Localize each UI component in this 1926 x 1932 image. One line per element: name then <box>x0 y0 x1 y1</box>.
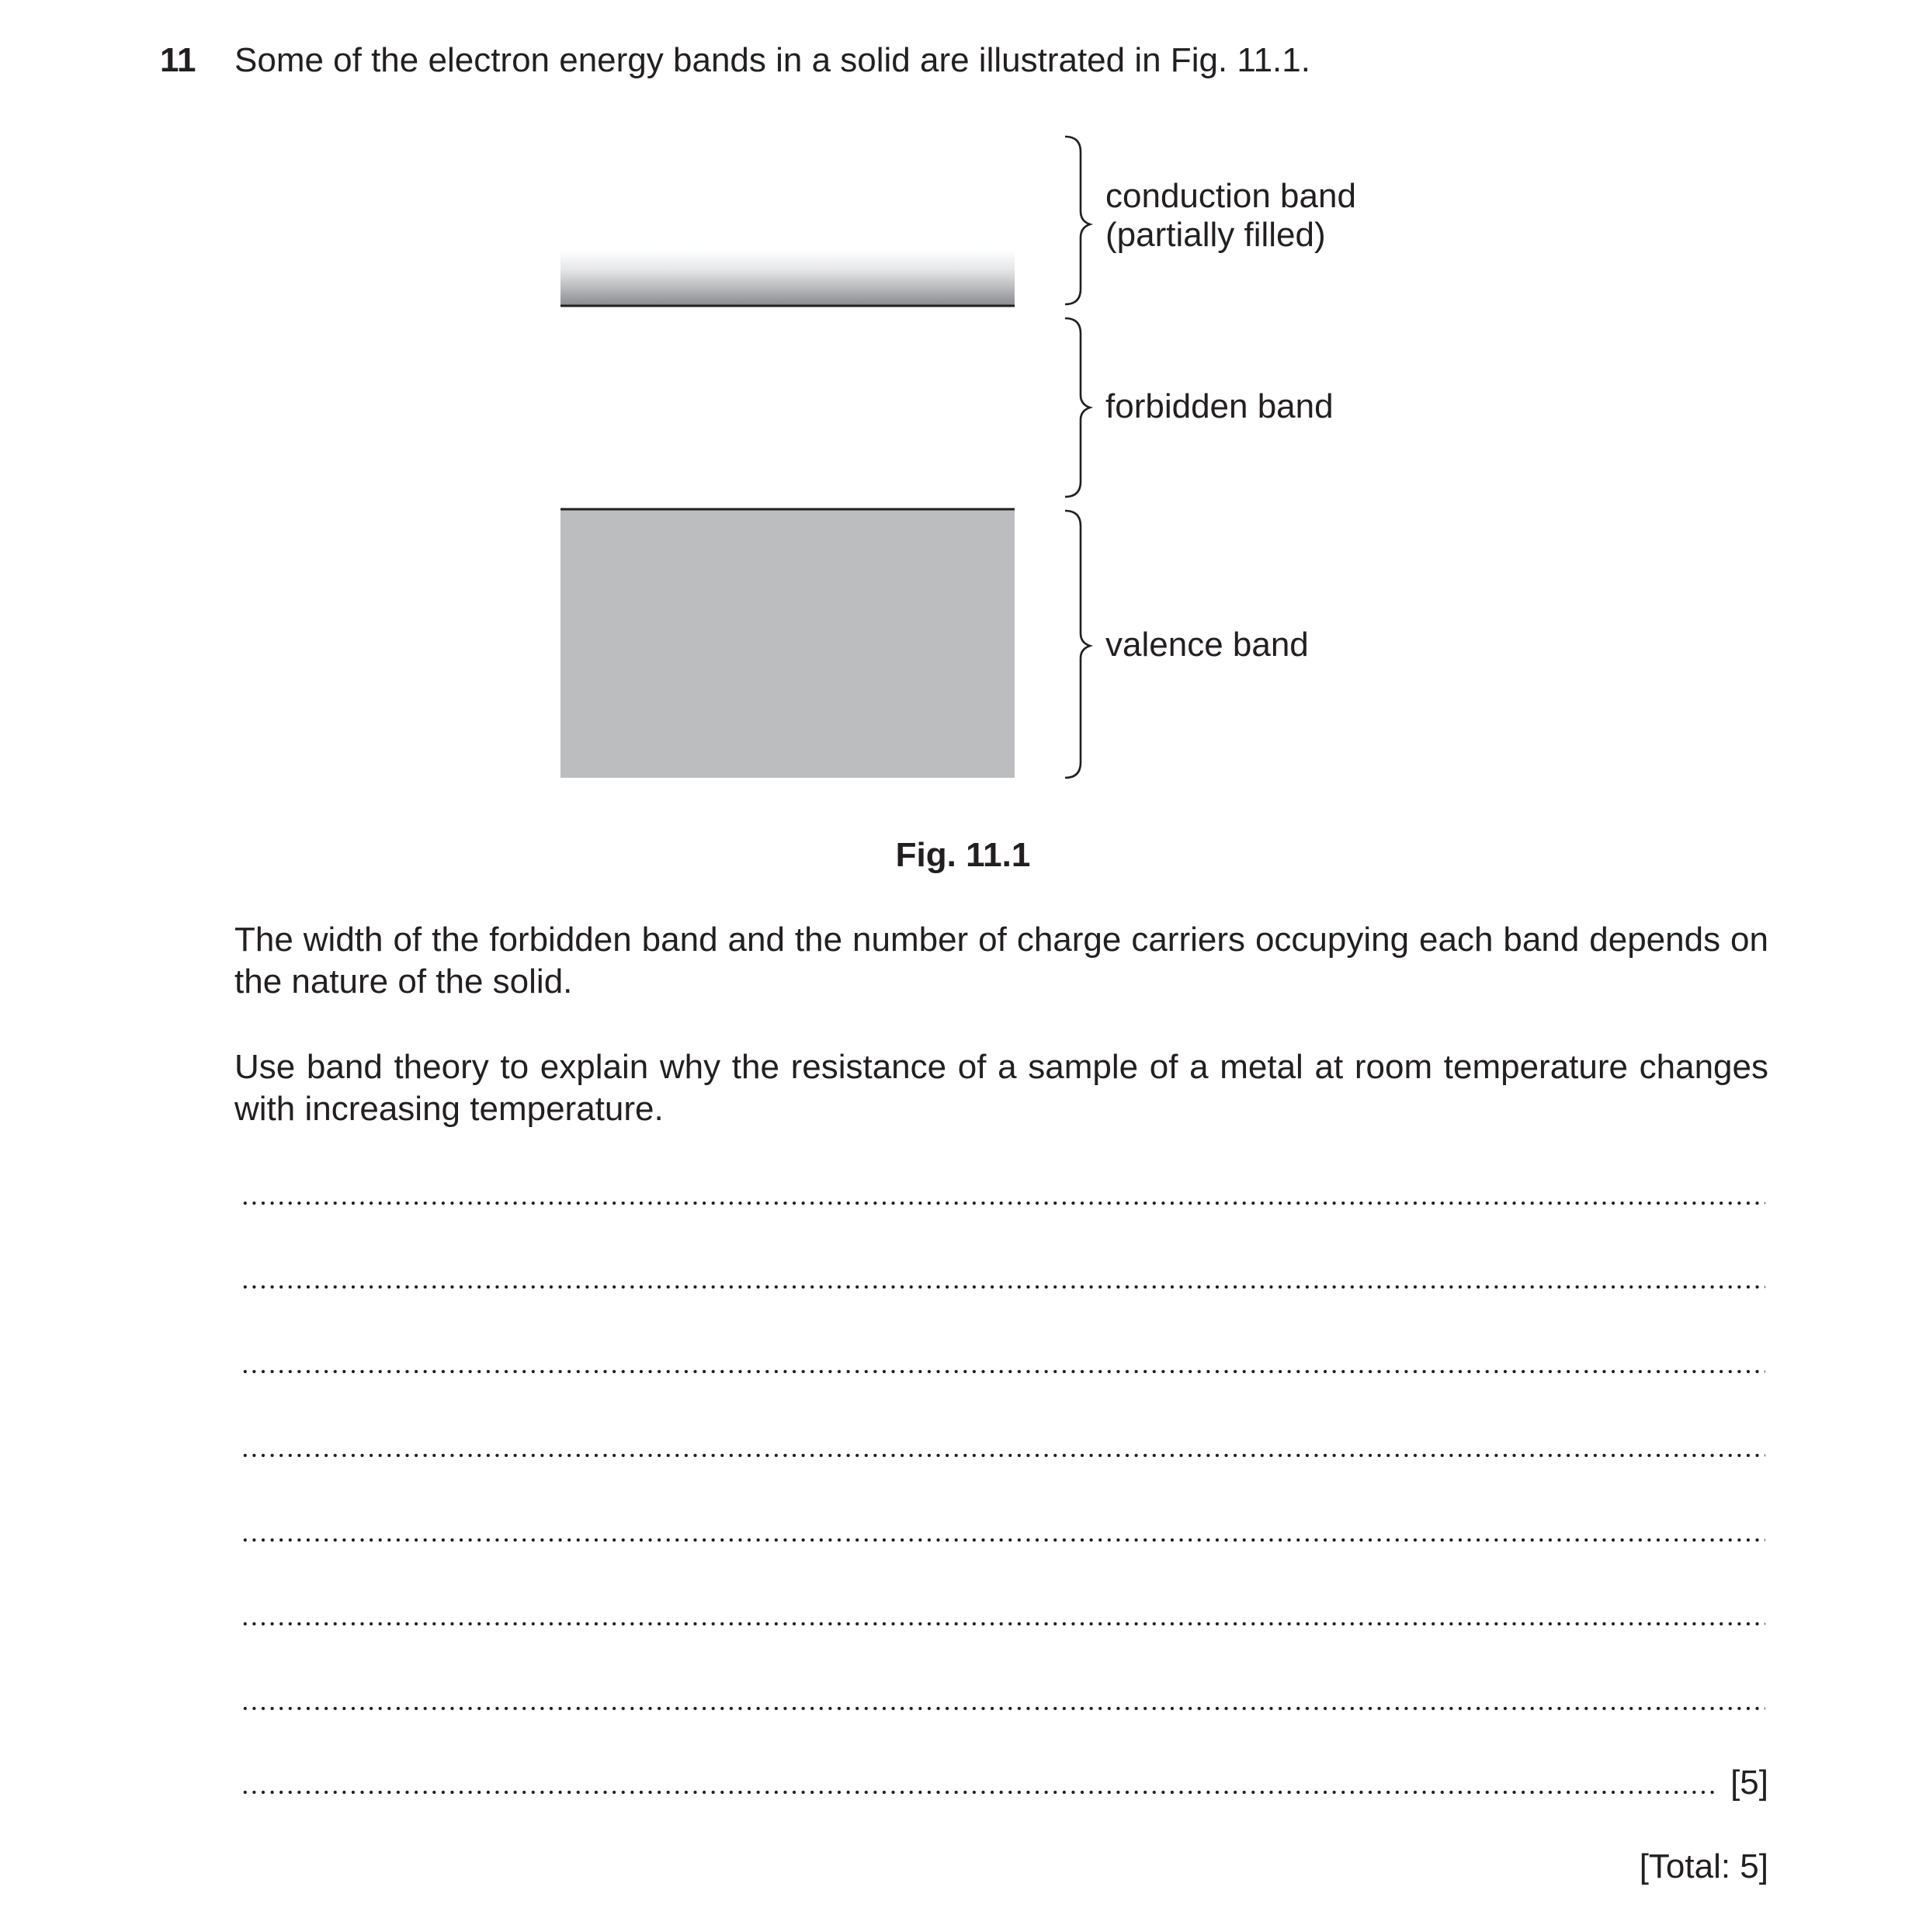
answer-line[interactable] <box>241 1201 1765 1205</box>
total-marks-label: [Total: 5] <box>1639 1847 1768 1885</box>
question-number: 11 <box>160 41 196 79</box>
valence-band-label: valence band <box>1105 626 1309 664</box>
conduction-band-label: conduction band <box>1105 177 1356 215</box>
valence-band-fill <box>560 509 1015 778</box>
answer-line[interactable] <box>241 1622 1765 1626</box>
answer-line[interactable] <box>241 1369 1765 1374</box>
valence-band-brace <box>1065 511 1090 778</box>
conduction-band-shading <box>560 250 1015 306</box>
answer-line[interactable] <box>241 1453 1765 1458</box>
conduction-band-brace <box>1065 137 1090 304</box>
question-intro: Some of the electron energy bands in a solid are illustrated in Fig. 11.1. <box>234 41 1310 79</box>
paragraph-band-width: The width of the forbidden band and the number of charge carriers occupying each band depends on the nature of the solid. <box>234 921 1768 1001</box>
answer-line[interactable] <box>241 1790 1716 1795</box>
forbidden-band-label: forbidden band <box>1105 387 1334 425</box>
answer-line[interactable] <box>241 1538 1765 1542</box>
energy-band-diagram <box>0 0 1926 916</box>
conduction-band-sublabel: (partially filled) <box>1105 216 1326 254</box>
figure-caption: Fig. 11.1 <box>895 836 1031 874</box>
answer-line[interactable] <box>241 1285 1765 1289</box>
marks-label: [5] <box>1730 1764 1768 1802</box>
forbidden-band-brace <box>1065 318 1090 497</box>
paragraph-task: Use band theory to explain why the resistance of a sample of a metal at room temperature changes with increasing temperature. <box>234 1048 1768 1128</box>
answer-line[interactable] <box>241 1706 1765 1711</box>
